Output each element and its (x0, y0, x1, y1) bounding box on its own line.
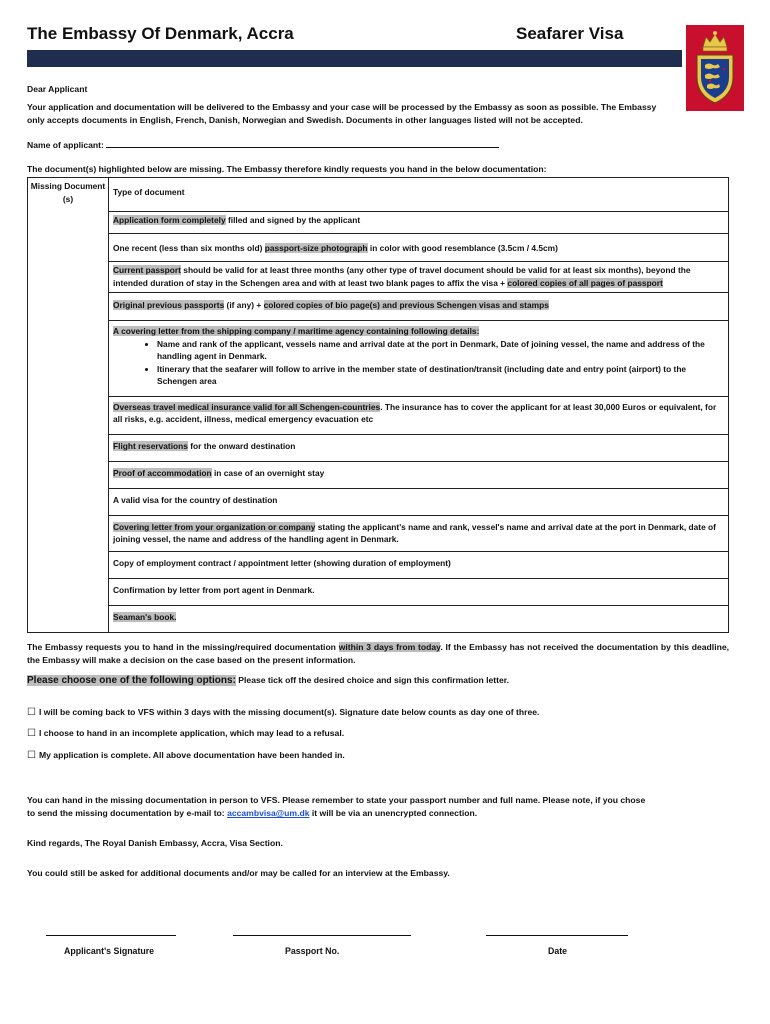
deadline-text: The Embassy requests you to hand in the missing/required documentation within 3 days from today. If the Embassy has not received the documentation by this deadline, the Embassy will make a decision on the case based on the present information. (27, 642, 729, 665)
checkbox-icon[interactable]: ☐ (27, 750, 36, 761)
type-of-document-header: Type of document (109, 178, 729, 212)
table-row (28, 488, 729, 515)
option-coming-back[interactable]: ☐ I will be coming back to VFS within 3 days with the missing document(s). Signature date below counts as day one of three. (27, 707, 540, 718)
table-row (28, 212, 729, 234)
doc-port-agent-letter: Confirmation by letter from port agent in Denmark. (109, 578, 729, 605)
doc-previous-passports: Original previous passports (if any) + colored copies of bio page(s) and previous Schengen visas and stamps (109, 293, 729, 321)
handin-line-1: You can hand in the missing documentation in person to VFS. Please remember to state your passport number and full name. Please note, if you chose (27, 795, 646, 805)
doc-proof-accommodation: Proof of accommodation in case of an overnight stay (109, 461, 729, 488)
table-row (28, 234, 729, 262)
missing-document-header: Missing Document (s) (30, 181, 106, 204)
table-row (28, 578, 729, 605)
additional-docs-note: You could still be asked for additional documents and/or may be called for an interview at the Embassy. (27, 868, 450, 878)
applicant-name-field[interactable] (27, 138, 517, 152)
table-row (28, 461, 729, 488)
doc-travel-insurance: Overseas travel medical insurance valid for all Schengen-countries. The insurance has to cover the applicant for at least 30,000 Euros or equivalent, for all risks, e.g. accident, illness, medical emergency evacuation etc (109, 396, 729, 434)
documents-table (27, 177, 729, 633)
salutation: Dear Applicant (27, 84, 88, 94)
doc-photograph: One recent (less than six months old) passport-size photograph in color with good resemblance (3.5cm / 4.5cm) (109, 234, 729, 262)
option-complete[interactable]: ☐ My application is complete. All above documentation have been handed in. (27, 750, 345, 761)
option-incomplete[interactable]: ☐ I choose to hand in an incomplete application, which may lead to a refusal. (27, 728, 345, 739)
table-row (28, 434, 729, 461)
list-item: • Name and rank of the applicant, vessels name and arrival date at the port in Denmark, Date of joining vessel, the name and address of the handling agent in Denmark. (157, 338, 724, 363)
embassy-title: The Embassy Of Denmark, Accra (27, 24, 294, 43)
doc-flight-reservations: Flight reservations for the onward destination (109, 434, 729, 461)
applicant-name-line[interactable] (106, 138, 499, 148)
options-heading (27, 674, 729, 687)
table-row (28, 515, 729, 551)
kind-regards: Kind regards, The Royal Danish Embassy, Accra, Visa Section. (27, 838, 283, 848)
table-row (28, 551, 729, 578)
danish-royal-coat-of-arms-icon (686, 25, 744, 111)
options-title: Please choose one of the following options: (27, 675, 236, 686)
doc-employment-contract: Copy of employment contract / appointment letter (showing duration of employment) (109, 551, 729, 578)
date-label: Date (548, 946, 568, 956)
header-bar (27, 50, 682, 67)
table-row (28, 396, 729, 434)
intro-line-1: Your application and documentation will be delivered to the Embassy and your case will be processed by the Embassy as soon as possible. The Embassy (27, 102, 657, 112)
applicant-signature-line[interactable] (46, 935, 176, 936)
date-line[interactable] (486, 935, 628, 936)
passport-number-label: Passport No. (285, 946, 340, 956)
passport-number-line[interactable] (233, 935, 411, 936)
intro-line-2: only accepts documents in English, French, Danish, Norwegian and Swedish. Documents in other languages listed will not be accepted. (27, 115, 583, 125)
doc-seamans-book: Seaman's book. (109, 605, 729, 632)
table-row (28, 321, 729, 397)
handin-line-2: to send the missing documentation by e-mail to: accambvisa@um.dk it will be via an unencrypted connection. (27, 808, 478, 818)
applicant-signature-label: Applicant's Signature (64, 946, 155, 956)
doc-covering-letter-organization: Covering letter from your organization or company stating the applicant's name and rank, vessel's name and arrival date at the port in Denmark, date of joining vessel, the name and address of the handling agent in Denmark. (109, 515, 729, 551)
visa-type-title: Seafarer Visa (516, 24, 624, 43)
table-row (28, 293, 729, 321)
table-row (28, 605, 729, 632)
missing-documents-text: The document(s) highlighted below are missing. The Embassy therefore kindly requests you hand in the below documentation: (27, 164, 547, 174)
table-row (28, 262, 729, 293)
missing-document-column[interactable] (28, 178, 109, 633)
list-item: • Itinerary that the seafarer will follow to arrive in the member state of destination/transit (including date and entry point (airport) to the Schengen area (157, 363, 724, 388)
table-header-row (28, 178, 729, 212)
options-subtitle: Please tick off the desired choice and sign this confirmation letter. (235, 675, 510, 685)
checkbox-icon[interactable]: ☐ (27, 707, 36, 718)
doc-valid-visa: A valid visa for the country of destination (109, 488, 729, 515)
doc-covering-letter-shipping: A covering letter from the shipping company / maritime agency containing following details: • Name and rank of the applicant, vessels name and arrival date at the port in Denmark, Date of joining vessel, the name and address of the handling agent in Denmark. • Itinerary that the seafarer will follow to arrive in the member state of destination/transit (including date and entry point (airport) to the Schengen area (109, 321, 729, 397)
checkbox-icon[interactable]: ☐ (27, 728, 36, 739)
email-link[interactable]: accambvisa@um.dk (227, 808, 310, 818)
doc-application-form: Application form completely filled and signed by the applicant (109, 212, 729, 234)
doc-current-passport: Current passport should be valid for at least three months (any other type of travel document should be valid for at least six months), beyond the intended duration of stay in the Schengen area and with at least two blank pages to affix the visa + colored copies of all pages of passport (109, 262, 729, 293)
applicant-name-label: Name of applicant: (27, 140, 107, 150)
